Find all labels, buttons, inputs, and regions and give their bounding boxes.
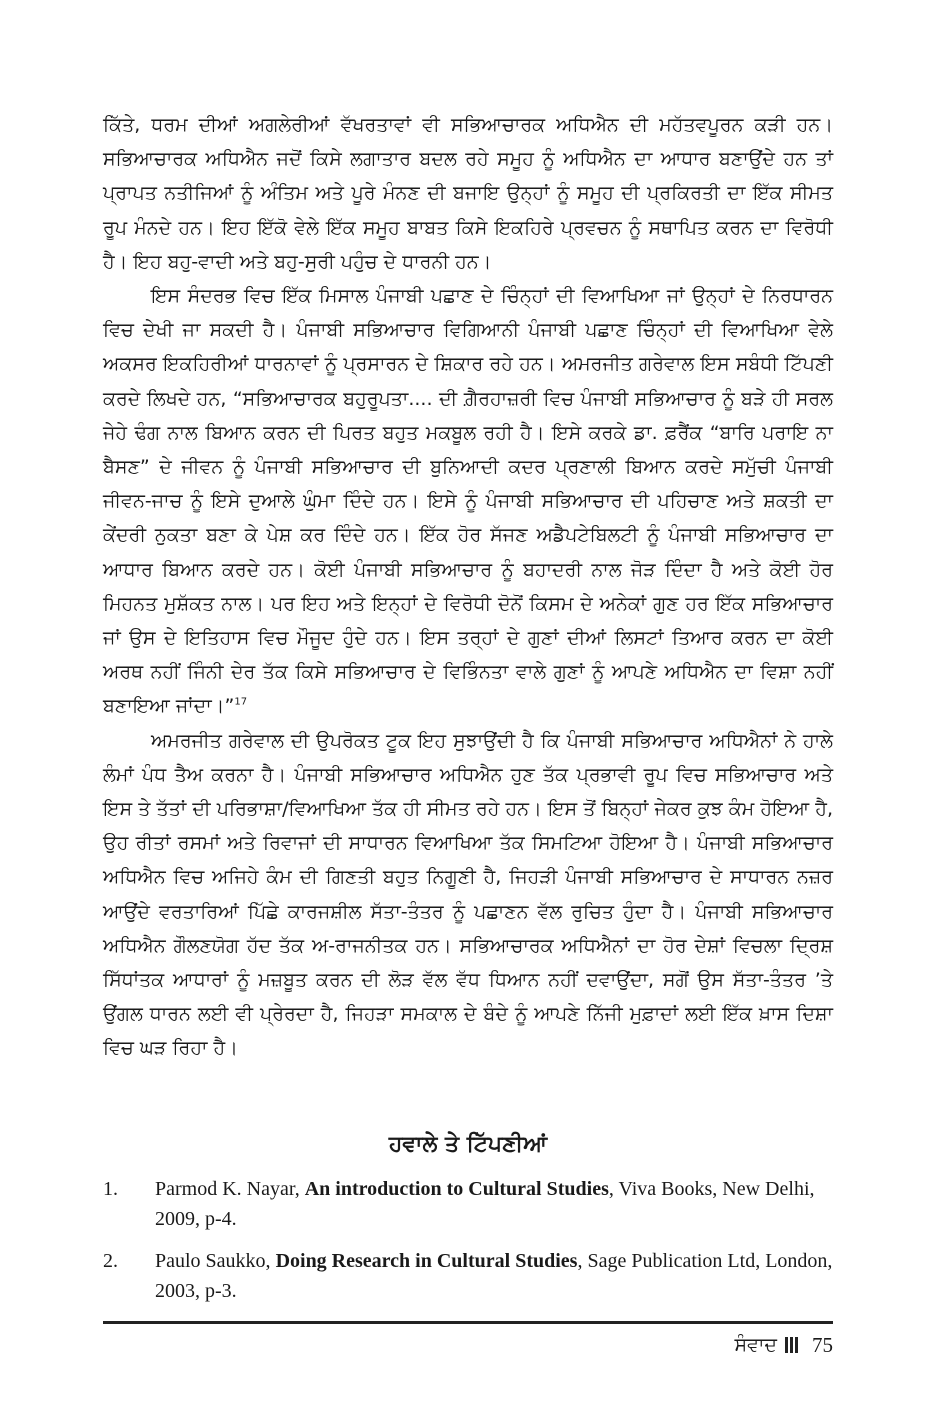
reference-title: An introduction to Cultural Studies [304, 1178, 609, 1200]
references-heading: ਹਵਾਲੇ ਤੇ ਟਿੱਪਣੀਆਂ [388, 1132, 548, 1157]
paragraph-text: ਕਿੱਤੇ, ਧਰਮ ਦੀਆਂ ਅਗਲੇਰੀਆਂ ਵੱਖਰਤਾਵਾਂ ਵੀ ਸਭਿਆਚਾਰਕ ਅਧਿਐਨ ਦੀ ਮਹੱਤਵਪੂਰਨ ਕੜੀ ਹਨ। ਸਭਿਆਚਾਰਕ ਅਧਿਐਨ ਜਦੋਂ ਕਿਸੇ ਲਗਾਤਾਰ ਬਦਲ ਰਹੇ ਸਮੂਹ ਨੂੰ ਅਧਿਐਨ ਦਾ ਆਧਾਰ ਬਣਾਉਂਦੇ ਹਨ ਤਾਂ ਪ੍ਰਾਪਤ ਨਤੀਜਿਆਂ ਨੂੰ ਅੰਤਿਮ ਅਤੇ ਪੂਰੇ ਮੰਨਣ ਦੀ ਬਜਾਇ ਉਨ੍ਹਾਂ ਨੂੰ ਸਮੂਹ ਦੀ ਪ੍ਰਕਿਰਤੀ ਦਾ ਇੱਕ ਸੀਮਤ ਰੂਪ ਮੰਨਦੇ ਹਨ। ਇਹ ਇੱਕੋ ਵੇਲੇ ਇੱਕ ਸਮੂਹ ਬਾਬਤ ਕਿਸੇ ਇਕਹਿਰੇ ਪ੍ਰਵਚਨ ਨੂੰ ਸਥਾਪਿਤ ਕਰਨ ਦਾ ਵਿਰੋਧੀ ਹੈ। ਇਹ ਬਹੁ-ਵਾਦੀ ਅਤੇ ਬਹੁ-ਸੁਰੀ ਪਹੁੰਚ ਦੇ ਧਾਰਨੀ ਹਨ। [103, 114, 833, 273]
reference-number: 1. [103, 1178, 118, 1200]
paragraph-text: ਇਸ ਸੰਦਰਭ ਵਿਚ ਇੱਕ ਮਿਸਾਲ ਪੰਜਾਬੀ ਪਛਾਣ ਦੇ ਚਿੰਨ੍ਹਾਂ ਦੀ ਵਿਆਖਿਆ ਜਾਂ ਉਨ੍ਹਾਂ ਦੇ ਨਿਰਧਾਰਨ ਵਿਚ ਦੇਖੀ ਜਾ ਸਕਦੀ ਹੈ। ਪੰਜਾਬੀ ਸਭਿਆਚਾਰ ਵਿਗਿਆਨੀ ਪੰਜਾਬੀ ਪਛਾਣ ਚਿੰਨ੍ਹਾਂ ਦੀ ਵਿਆਖਿਆ ਵੇਲੇ ਅਕਸਰ ਇਕਹਿਰੀਆਂ ਧਾਰਨਾਵਾਂ ਨੂੰ ਪ੍ਰਸਾਰਨ ਦੇ ਸ਼ਿਕਾਰ ਰਹੇ ਹਨ। ਅਮਰਜੀਤ ਗਰੇਵਾਲ ਇਸ ਸਬੰਧੀ ਟਿੱਪਣੀ ਕਰਦੇ ਲਿਖਦੇ ਹਨ, “ਸਭਿਆਚਾਰਕ ਬਹੁਰੂਪਤਾ.... ਦੀ ਗ਼ੈਰਹਾਜ਼ਰੀ ਵਿਚ ਪੰਜਾਬੀ ਸਭਿਆਚਾਰ ਨੂੰ ਬੜੇ ਹੀ ਸਰਲ ਜੇਹੇ ਢੰਗ ਨਾਲ ਬਿਆਨ ਕਰਨ ਦੀ ਪਿਰਤ ਬਹੁਤ ਮਕਬੂਲ ਰਹੀ ਹੈ। ਇਸੇ ਕਰਕੇ ਡਾ. ਫ਼ਰੈਂਕ “ਬਾਰਿ ਪਰਾਇ ਨਾ ਬੈਸਣ” ਦੇ ਜੀਵਨ ਨੂੰ ਪੰਜਾਬੀ ਸਭਿਆਚਾਰ ਦੀ ਬੁਨਿਆਦੀ ਕਦਰ ਪ੍ਰਣਾਲੀ ਬਿਆਨ ਕਰਦੇ ਸਮੁੱਚੀ ਪੰਜਾਬੀ ਜੀਵਨ-ਜਾਚ ਨੂੰ ਇਸੇ ਦੁਆਲੇ ਘੁੰਮਾ ਦਿੰਦੇ ਹਨ। ਇਸੇ ਨੂੰ ਪੰਜਾਬੀ ਸਭਿਆਚਾਰ ਦੀ ਪਹਿਚਾਣ ਅਤੇ ਸ਼ਕਤੀ ਦਾ ਕੇਂਦਰੀ ਨੁਕਤਾ ਬਣਾ ਕੇ ਪੇਸ਼ ਕਰ ਦਿੰਦੇ ਹਨ। ਇੱਕ ਹੋਰ ਸੱਜਣ ਅਡੈਪਟੇਬਿਲਟੀ ਨੂੰ ਪੰਜਾਬੀ ਸਭਿਆਚਾਰ ਦਾ ਆਧਾਰ ਬਿਆਨ ਕਰਦੇ ਹਨ। ਕੋਈ ਪੰਜਾਬੀ ਸਭਿਆਚਾਰ ਨੂੰ ਬਹਾਦਰੀ ਨਾਲ ਜੋੜ ਦਿੰਦਾ ਹੈ ਅਤੇ ਕੋਈ ਹੋਰ ਮਿਹਨਤ ਮੁਸ਼ੱਕਤ ਨਾਲ। ਪਰ ਇਹ ਅਤੇ ਇਨ੍ਹਾਂ ਦੇ ਵਿਰੋਧੀ ਦੋਨੋਂ ਕਿਸਮ ਦੇ ਅਨੇਕਾਂ ਗੁਣ ਹਰ ਇੱਕ ਸਭਿਆਚਾਰ ਜਾਂ ਉਸ ਦੇ ਇਤਿਹਾਸ ਵਿਚ ਮੌਜੂਦ ਹੁੰਦੇ ਹਨ। ਇਸ ਤਰ੍ਹਾਂ ਦੇ ਗੁਣਾਂ ਦੀਆਂ ਲਿਸਟਾਂ ਤਿਆਰ ਕਰਨ ਦਾ ਕੋਈ ਅਰਥ ਨਹੀਂ ਜਿੰਨੀ ਦੇਰ ਤੱਕ ਕਿਸੇ ਸਭਿਆਚਾਰ ਦੇ ਵਿਭਿੰਨਤਾ ਵਾਲੇ ਗੁਣਾਂ ਨੂੰ ਆਪਣੇ ਅਧਿਐਨ ਦਾ ਵਿਸ਼ਾ ਨਹੀਂ ਬਣਾਇਆ ਜਾਂਦਾ।” [103, 285, 833, 718]
separator-bars-icon [785, 1337, 798, 1353]
page-number: 75 [812, 1332, 833, 1357]
references-list [103, 1174, 833, 1318]
page-footer [734, 1329, 833, 1361]
reference-author: Parmod K. Nayar, [155, 1178, 305, 1200]
reference-item [103, 1174, 833, 1234]
reference-details: , Sage Publication Ltd, London, 2003, p-3. [155, 1250, 833, 1302]
journal-name: ਸੰਵਾਦ [734, 1334, 777, 1356]
reference-text [155, 1174, 833, 1234]
reference-author: Paulo Saukko, [155, 1250, 276, 1272]
reference-number: 2. [103, 1250, 118, 1272]
paragraph [103, 724, 833, 1066]
footnote-marker[interactable]: 17 [234, 697, 248, 709]
footer-rule [103, 1321, 833, 1324]
paragraph-text: ਅਮਰਜੀਤ ਗਰੇਵਾਲ ਦੀ ਉਪਰੋਕਤ ਟੂਕ ਇਹ ਸੁਝਾਉਂਦੀ ਹੈ ਕਿ ਪੰਜਾਬੀ ਸਭਿਆਚਾਰ ਅਧਿਐਨਾਂ ਨੇ ਹਾਲੇ ਲੰਮਾਂ ਪੰਧ ਤੈਅ ਕਰਨਾ ਹੈ। ਪੰਜਾਬੀ ਸਭਿਆਚਾਰ ਅਧਿਐਨ ਹੁਣ ਤੱਕ ਪ੍ਰਭਾਵੀ ਰੂਪ ਵਿਚ ਸਭਿਆਚਾਰ ਅਤੇ ਇਸ ਤੇ ਤੱਤਾਂ ਦੀ ਪਰਿਭਾਸ਼ਾ/ਵਿਆਖਿਆ ਤੱਕ ਹੀ ਸੀਮਤ ਰਹੇ ਹਨ। ਇਸ ਤੋਂ ਬਿਨ੍ਹਾਂ ਜੇਕਰ ਕੁਝ ਕੰਮ ਹੋਇਆ ਹੈ, ਉਹ ਰੀਤਾਂ ਰਸਮਾਂ ਅਤੇ ਰਿਵਾਜਾਂ ਦੀ ਸਾਧਾਰਨ ਵਿਆਖਿਆ ਤੱਕ ਸਿਮਟਿਆ ਹੋਇਆ ਹੈ। ਪੰਜਾਬੀ ਸਭਿਆਚਾਰ ਅਧਿਐਨ ਵਿਚ ਅਜਿਹੇ ਕੰਮ ਦੀ ਗਿਣਤੀ ਬਹੁਤ ਨਿਗੂਣੀ ਹੈ, ਜਿਹੜੀ ਪੰਜਾਬੀ ਸਭਿਆਚਾਰ ਦੇ ਸਾਧਾਰਨ ਨਜ਼ਰ ਆਉਂਦੇ ਵਰਤਾਰਿਆਂ ਪਿੱਛੇ ਕਾਰਜਸ਼ੀਲ ਸੱਤਾ-ਤੰਤਰ ਨੂੰ ਪਛਾਣਨ ਵੱਲ ਰੁਚਿਤ ਹੁੰਦਾ ਹੈ। ਪੰਜਾਬੀ ਸਭਿਆਚਾਰ ਅਧਿਐਨ ਗੌਲਣਯੋਗ ਹੱਦ ਤੱਕ ਅ-ਰਾਜਨੀਤਕ ਹਨ। ਸਭਿਆਚਾਰਕ ਅਧਿਐਨਾਂ ਦਾ ਹੋਰ ਦੇਸ਼ਾਂ ਵਿਚਲਾ ਦ੍ਰਿਸ਼ ਸਿੱਧਾਂਤਕ ਆਧਾਰਾਂ ਨੂੰ ਮਜ਼ਬੂਤ ਕਰਨ ਦੀ ਲੋੜ ਵੱਲ ਵੱਧ ਧਿਆਨ ਨਹੀਂ ਦਵਾਉਂਦਾ, ਸਗੋਂ ਉਸ ਸੱਤਾ-ਤੰਤਰ ’ਤੇ ਉਂਗਲ ਧਾਰਨ ਲਈ ਵੀ ਪ੍ਰੇਰਦਾ ਹੈ, ਜਿਹੜਾ ਸਮਕਾਲ ਦੇ ਬੰਦੇ ਨੂੰ ਆਪਣੇ ਨਿੱਜੀ ਮੁਫ਼ਾਦਾਂ ਲਈ ਇੱਕ ਖ਼ਾਸ ਦਿਸ਼ਾ ਵਿਚ ਘੜ ਰਿਹਾ ਹੈ। [103, 729, 833, 1060]
paragraph [103, 279, 833, 724]
reference-text [155, 1246, 833, 1306]
body-text [103, 108, 833, 1066]
paragraph [103, 108, 833, 279]
reference-item [103, 1246, 833, 1306]
reference-title: Doing Research in Cultural Studies [275, 1250, 578, 1272]
reference-details: , Viva Books, New Delhi, 2009, p-4. [155, 1178, 815, 1230]
